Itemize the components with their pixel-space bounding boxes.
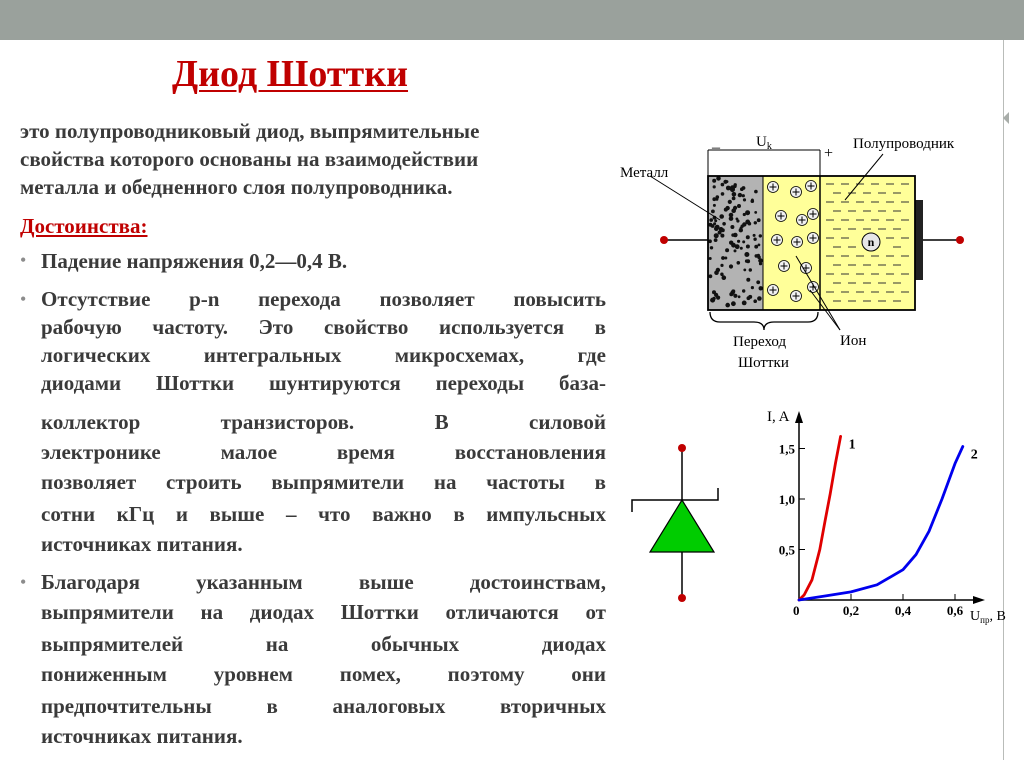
y-axis-label: I, A [767,409,790,425]
electron-dot [737,204,741,208]
left-terminal [660,236,668,244]
electron-dot [722,275,727,280]
electron-dot [732,192,737,197]
electron-dot [713,185,716,188]
x-axis-label: $U_{пр}$, B [970,609,1006,625]
bullet2-line: сотни кГц и выше – что важно в импульсных [41,502,606,526]
right-frame-line [1003,40,1004,760]
electron-dot [759,234,762,237]
electron-dot [720,227,723,230]
y-tick-label: 1,5 [778,441,795,457]
bullet3-line: выпрямителей на обычных диодах [41,632,606,656]
page-title: Диод Шоттки [172,53,409,95]
minus-sign: – [712,139,720,156]
ion [772,235,783,246]
bullet-marker: • [20,289,27,309]
definition-line: свойства которого основаны на взаимодействии [20,147,479,171]
electron-dot [714,238,718,242]
bullet3-line: предпочтительны в аналоговых вторичных [41,694,606,718]
electron-dot [737,240,740,243]
electron-dot [720,273,723,276]
x-axis-arrow [973,596,985,604]
electron-dot [711,210,715,214]
electron-dot [716,195,720,199]
ion [768,285,779,296]
cathode-terminal [678,594,686,602]
ion [791,187,802,198]
electron-dot [725,248,729,252]
bullet2-line: электронике малое время восстановления [41,440,606,464]
electron-dot [716,296,720,300]
electron-dot [749,268,752,271]
bullet2-line: диодами Шоттки шунтируются переходы база- [41,371,606,395]
electron-dot [745,259,748,262]
electron-dot [712,297,715,300]
electron-dot [725,303,730,308]
ion [808,209,819,220]
electron-dot [732,197,736,201]
electron-dot [709,257,712,260]
electron-dot [730,225,734,229]
electron-dot [742,222,746,226]
electron-dot [715,225,720,230]
electron-dot [737,261,741,265]
electron-dot [728,200,732,204]
bullet-voltage-drop: Падение напряжения 0,2—0,4 В. [41,249,348,273]
definition-line: металла и обедненного слоя полупроводника. [20,175,453,199]
electron-dot [746,245,750,249]
series-label-1: 1 [848,437,856,453]
electron-dot [730,185,735,190]
electron-dot [724,208,728,212]
electron-dot [744,252,749,257]
electron-dot [738,295,741,298]
ion [768,182,779,193]
electron-dot [731,243,736,248]
electron-dot [759,262,762,265]
advantages-heading: Достоинства: [20,214,148,238]
uk-label: $U_k$ [756,134,772,152]
right-terminal [956,236,964,244]
electron-dot [754,190,758,194]
electron-dot [709,274,713,278]
junction-brace [710,312,818,330]
ion [779,261,790,272]
label-junction: Переход [733,334,787,350]
bullet2-line: коллектор транзисторов. В силовой [41,410,606,434]
electron-dot [729,264,733,268]
x-tick-label: 0,2 [842,603,860,618]
electron-dot [757,296,762,301]
ion [791,291,802,302]
electron-dot [712,179,716,183]
electron-dot [721,192,725,196]
electron-dot [758,244,761,247]
electron-dot [712,197,716,201]
definition-line: это полупроводниковый диод, выпрямительные [20,119,480,143]
bullet2-line: рабочую частоту. Это свойство используется в [41,315,606,339]
electron-dot [753,234,756,237]
electron-dot [710,246,713,249]
electron-dot [743,198,746,201]
bullet2-line: Отсутствие p-n перехода позволяет повысить [41,287,606,311]
electron-dot [754,245,758,249]
electron-dot [740,187,744,191]
bullet2-line: позволяет строить выпрямители на частоты в [41,470,606,494]
y-axis-arrow [795,411,803,423]
electron-dot [742,240,745,243]
diode-triangle [650,500,714,552]
y-tick-label: 0,5 [778,542,795,558]
electron-dot [742,194,745,197]
y-tick-label: 1,0 [778,492,795,507]
x-tick-label: 0,6 [946,603,964,618]
x-tick-label: 0,4 [894,603,912,618]
bullet3-line: пониженным уровнем помех, поэтому они [41,662,606,686]
schottky-bar [632,488,718,512]
electron-dot [714,270,719,275]
electron-dot [734,249,737,252]
electron-dot [743,269,746,272]
schottky-structure-diagram [620,130,985,375]
electron-dot [729,292,733,296]
electron-dot [757,254,760,257]
bullet3-line: Благодаря указанным выше достоинствам, [41,570,606,594]
iv-characteristic-chart [755,405,1025,630]
electron-dot [742,289,745,292]
ion [806,181,817,192]
label-ion: Ион [840,333,867,349]
ohmic-contact [915,200,923,280]
electron-dot [738,193,742,197]
electron-dot [720,264,723,267]
electron-dot [759,286,763,290]
label-semiconductor: Полупроводник [853,136,955,152]
bullet-marker: • [20,250,27,270]
diode-symbol [630,440,725,605]
definition-text [20,117,600,201]
electron-dot [720,234,724,238]
plus-sign: + [824,145,834,162]
electron-dot [747,296,751,300]
electron-dot [754,211,757,214]
electron-dot [722,222,726,226]
electron-dot [751,286,754,289]
electron-dot [729,216,734,221]
electron-dot [756,280,760,284]
bullet3-line: выпрямители на диодах Шоттки отличаются от [41,600,606,624]
electron-dot [731,233,734,236]
electron-dot [751,199,755,203]
carrier-label-n: n [867,235,875,249]
electron-dot [714,219,717,222]
x-tick-label: 0 [793,603,800,618]
ion [808,233,819,244]
electron-dot [746,278,750,282]
electron-dot [721,183,725,187]
electron-dot [742,301,747,306]
bullet2-line: источниках питания. [41,532,243,556]
electron-dot [726,186,731,191]
electron-dot [753,299,757,303]
series-line-1 [799,436,841,600]
electron-dot [757,218,761,222]
electron-dot [725,180,728,183]
frame-arrow-marker [1003,112,1009,124]
series-label-2: 2 [970,447,978,463]
electron-dot [740,247,743,250]
electron-dot [746,235,750,239]
electron-dot [719,214,724,219]
electron-dot [721,256,725,260]
bullet2-line: логических интегральных микросхемах, где [41,343,606,367]
electron-dot [714,233,719,238]
top-bar [0,0,1024,40]
bullet-marker: • [20,572,27,592]
anode-terminal [678,444,686,452]
electron-dot [709,218,713,222]
electron-dot [745,210,750,215]
ion [792,237,803,248]
bullet3-line: источниках питания. [41,724,243,748]
electron-dot [754,221,757,224]
ion [776,211,787,222]
label-metal: Металл [620,165,669,181]
label-junction: Шоттки [738,355,789,371]
ion [797,215,808,226]
electron-dot [713,222,716,225]
electron-dot [731,208,736,213]
electron-dot [731,301,736,306]
electron-dot [736,218,739,221]
electron-dot [713,204,716,207]
electron-dot [753,238,756,241]
